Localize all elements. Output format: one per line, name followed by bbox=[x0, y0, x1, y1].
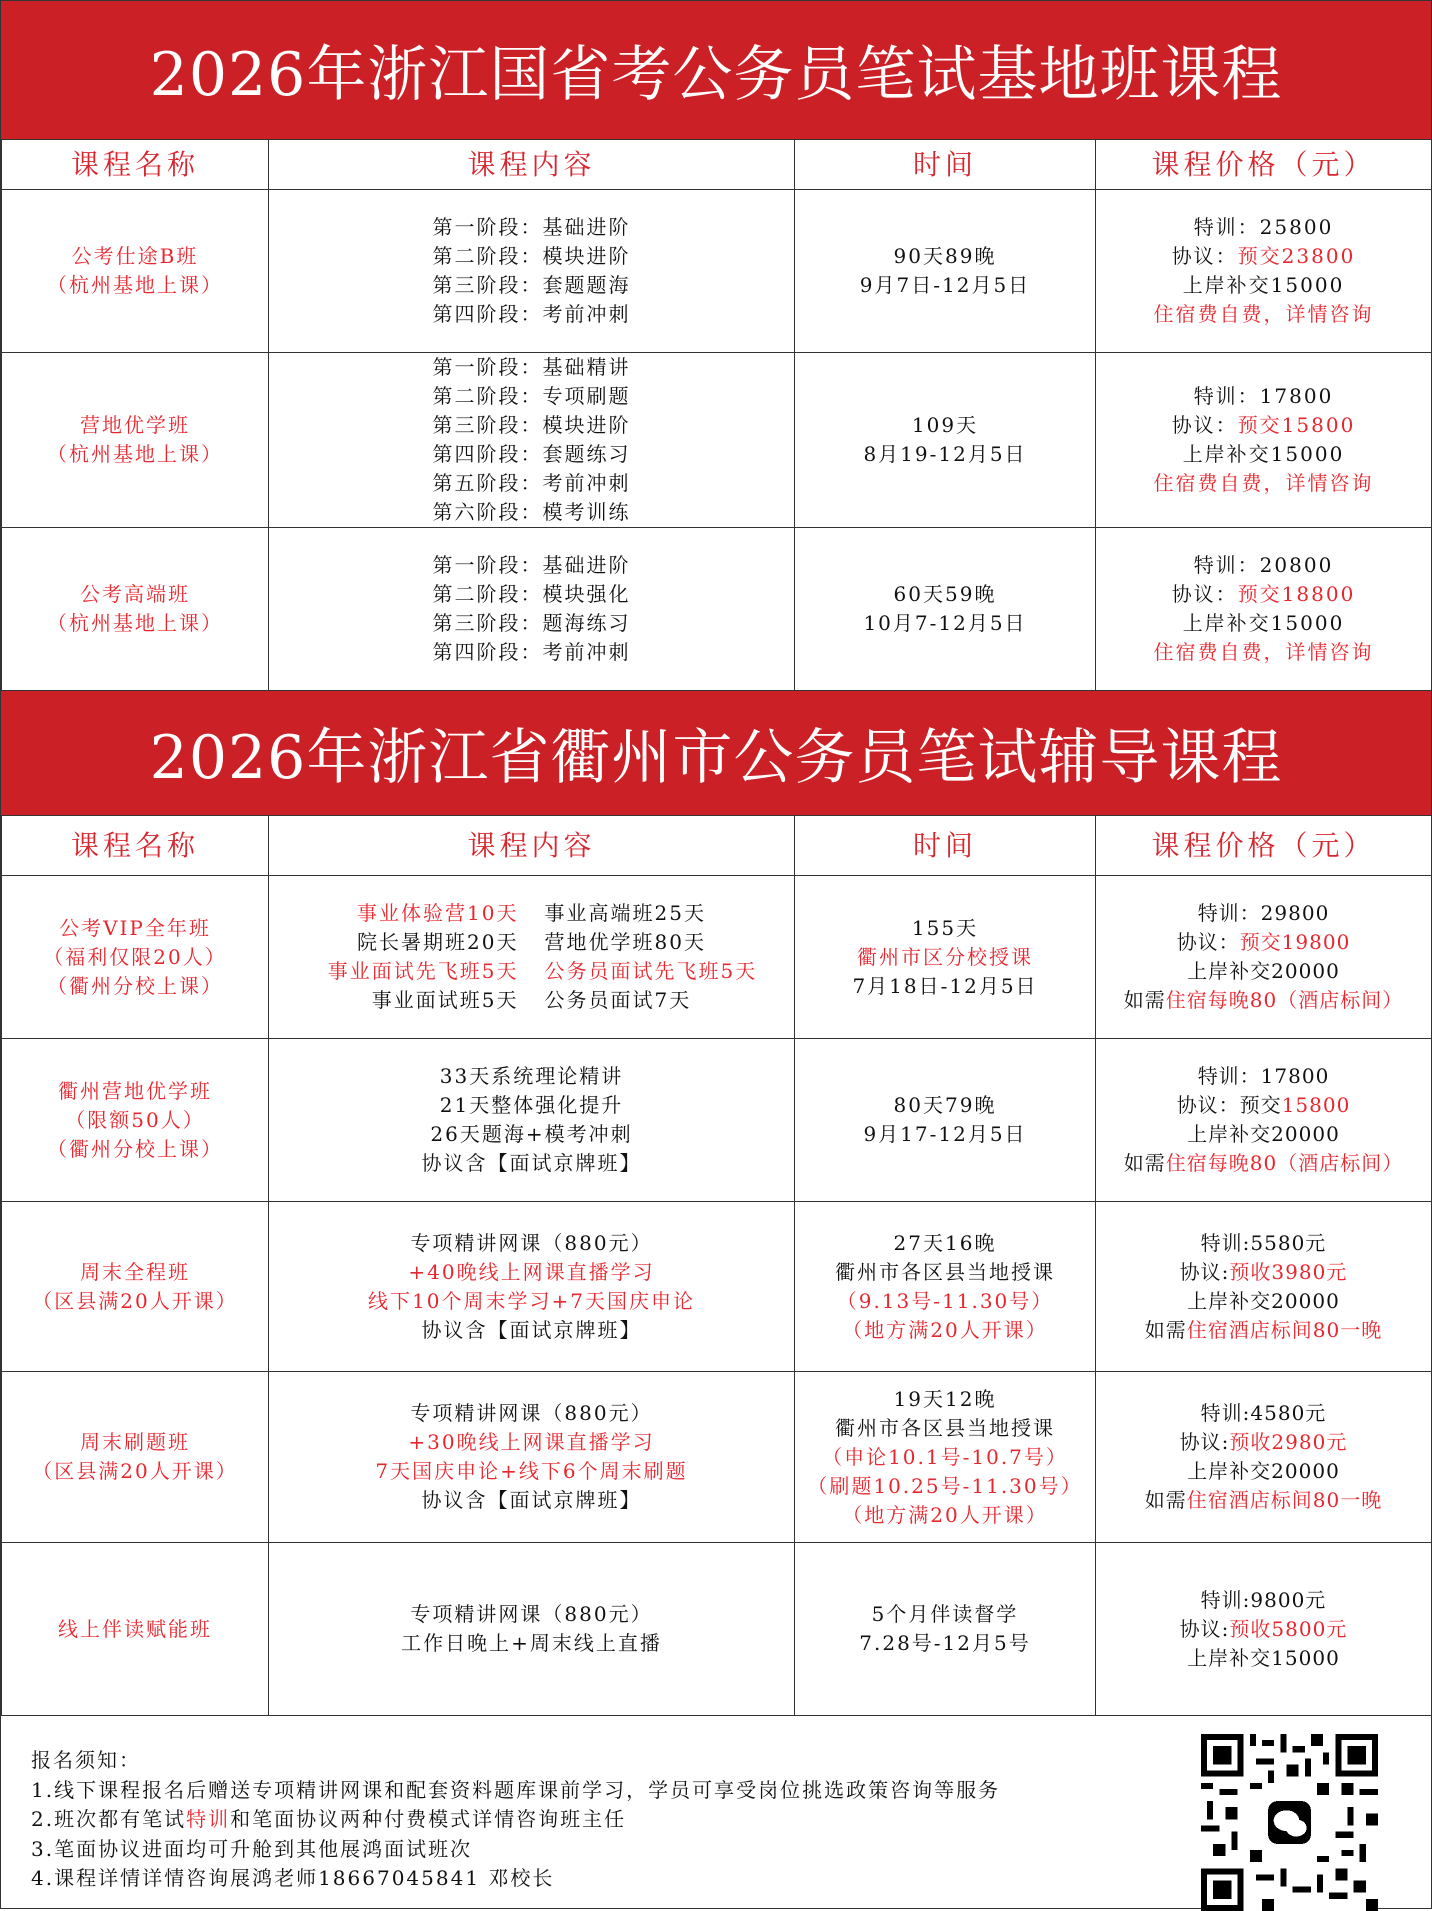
course-time-cell: 109天 8月19-12月5日 bbox=[795, 353, 1096, 528]
course-time-cell: 27天16晚 衢州市各区县当地授课 （9.13号-11.30号） （地方满20人开课） bbox=[795, 1202, 1096, 1372]
table-row bbox=[2, 1039, 1432, 1202]
course-content-cell: 专项精讲网课（880元） 工作日晚上+周末线上直播 bbox=[269, 1543, 795, 1716]
note-2: 2.班次都有笔试特训和笔面协议两种付费模式详情咨询班主任 bbox=[31, 1807, 627, 1831]
course-price-cell: 特训：20800 协议：预交18800 上岸补交15000 住宿费自费，详情咨询 bbox=[1096, 528, 1432, 691]
course-name-cell: 公考高端班 （杭州基地上课） bbox=[2, 528, 269, 691]
table-header-row bbox=[2, 140, 1432, 190]
course-price-cell: 特训：17800 协议：预交15800 上岸补交15000 住宿费自费，详情咨询 bbox=[1096, 353, 1432, 528]
course-time-cell: 155天 衢州市区分校授课 7月18日-12月5日 bbox=[795, 876, 1096, 1039]
header-course-name: 课程名称 bbox=[2, 816, 269, 876]
wechat-qr-code-icon bbox=[1201, 1734, 1378, 1911]
course-name-cell: 周末刷题班 （区县满20人开课） bbox=[2, 1372, 269, 1543]
header-time: 时间 bbox=[795, 816, 1096, 876]
notes-title: 报名须知： bbox=[31, 1748, 141, 1772]
section2-title: 2026年浙江省衢州市公务员笔试辅导课程 bbox=[1, 691, 1431, 815]
section2-table bbox=[1, 815, 1432, 1716]
course-content-cell: 第一阶段：基础进阶 第二阶段：模块强化 第三阶段：题海练习 第四阶段：考前冲刺 bbox=[269, 528, 795, 691]
course-name-cell: 公考VIP全年班 （福利仅限20人） （衢州分校上课） bbox=[2, 876, 269, 1039]
table-row bbox=[2, 1202, 1432, 1372]
course-content-cell: 专项精讲网课（880元） +40晚线上网课直播学习 线下10个周末学习+7天国庆申论 协议含【面试京牌班】 bbox=[269, 1202, 795, 1372]
course-name-cell: 营地优学班 （杭州基地上课） bbox=[2, 353, 269, 528]
header-course-name: 课程名称 bbox=[2, 140, 269, 190]
course-time-cell: 60天59晚 10月7-12月5日 bbox=[795, 528, 1096, 691]
course-price-cell: 特训：17800 协议：预交15800 上岸补交20000 如需住宿每晚80（酒店标间） bbox=[1096, 1039, 1432, 1202]
note-1: 1.线下课程报名后赠送专项精讲网课和配套资料题库课前学习，学员可享受岗位挑选政策咨询等服务 bbox=[31, 1777, 1001, 1802]
table-row bbox=[2, 1372, 1432, 1543]
table-row bbox=[2, 190, 1432, 353]
course-content-cell: 第一阶段：基础进阶 第二阶段：模块进阶 第三阶段：套题题海 第四阶段：考前冲刺 bbox=[269, 190, 795, 353]
table-row bbox=[2, 353, 1432, 528]
course-price-cell: 特训:5580元 协议:预收3980元 上岸补交20000 如需住宿酒店标间80一晚 bbox=[1096, 1202, 1432, 1372]
section1-table bbox=[1, 139, 1432, 691]
header-course-content: 课程内容 bbox=[269, 140, 795, 190]
course-content-cell: 事业体验营10天 事业高端班25天 院长暑期班20天 营地优学班80天 事业面试先飞班5天 公务员面试先飞班5天 事业面试班5天 公务员面试7天 bbox=[269, 876, 795, 1039]
course-price-cell: 特训：25800 协议：预交23800 上岸补交15000 住宿费自费，详情咨询 bbox=[1096, 190, 1432, 353]
footer bbox=[1, 1716, 1431, 1901]
table-row bbox=[2, 876, 1432, 1039]
header-price: 课程价格（元） bbox=[1096, 816, 1432, 876]
course-time-cell: 19天12晚 衢州市各区县当地授课 （申论10.1号-10.7号） （刷题10.25号-11.30号） （地方满20人开课） bbox=[795, 1372, 1096, 1543]
course-name-cell: 公考仕途B班 （杭州基地上课） bbox=[2, 190, 269, 353]
course-time-cell: 5个月伴读督学 7.28号-12月5号 bbox=[795, 1543, 1096, 1716]
course-name-cell: 线上伴读赋能班 bbox=[2, 1543, 269, 1716]
course-content-cell: 专项精讲网课（880元） +30晚线上网课直播学习 7天国庆申论+线下6个周末刷题 协议含【面试京牌班】 bbox=[269, 1372, 795, 1543]
course-price-cell: 特训:4580元 协议:预收2980元 上岸补交20000 如需住宿酒店标间80一晚 bbox=[1096, 1372, 1432, 1543]
course-content-cell: 33天系统理论精讲 21天整体强化提升 26天题海+模考冲刺 协议含【面试京牌班】 bbox=[269, 1039, 795, 1202]
course-price-cell: 特训:9800元 协议:预收5800元 上岸补交15000 bbox=[1096, 1543, 1432, 1716]
table-row bbox=[2, 1543, 1432, 1716]
header-price: 课程价格（元） bbox=[1096, 140, 1432, 190]
header-time: 时间 bbox=[795, 140, 1096, 190]
note-3: 3.笔面协议进面均可升舱到其他展鸿面试班次 bbox=[31, 1836, 473, 1861]
enrollment-notes bbox=[31, 1746, 1000, 1894]
table-row bbox=[2, 528, 1432, 691]
course-time-cell: 80天79晚 9月17-12月5日 bbox=[795, 1039, 1096, 1202]
course-price-cell: 特训：29800 协议：预交19800 上岸补交20000 如需住宿每晚80（酒店标间） bbox=[1096, 876, 1432, 1039]
course-name-cell: 衢州营地优学班 （限额50人） （衢州分校上课） bbox=[2, 1039, 269, 1202]
course-name-cell: 周末全程班 （区县满20人开课） bbox=[2, 1202, 269, 1372]
header-course-content: 课程内容 bbox=[269, 816, 795, 876]
course-content-cell: 第一阶段：基础精讲 第二阶段：专项刷题 第三阶段：模块进阶 第四阶段：套题练习 第五阶段：考前冲刺 第六阶段：模考训练 bbox=[269, 353, 795, 528]
note-4: 4.课程详情详情咨询展鸿老师18667045841 邓校长 bbox=[31, 1866, 555, 1890]
course-time-cell: 90天89晚 9月7日-12月5日 bbox=[795, 190, 1096, 353]
section1-title: 2026年浙江国省考公务员笔试基地班课程 bbox=[1, 1, 1431, 139]
table-header-row bbox=[2, 816, 1432, 876]
